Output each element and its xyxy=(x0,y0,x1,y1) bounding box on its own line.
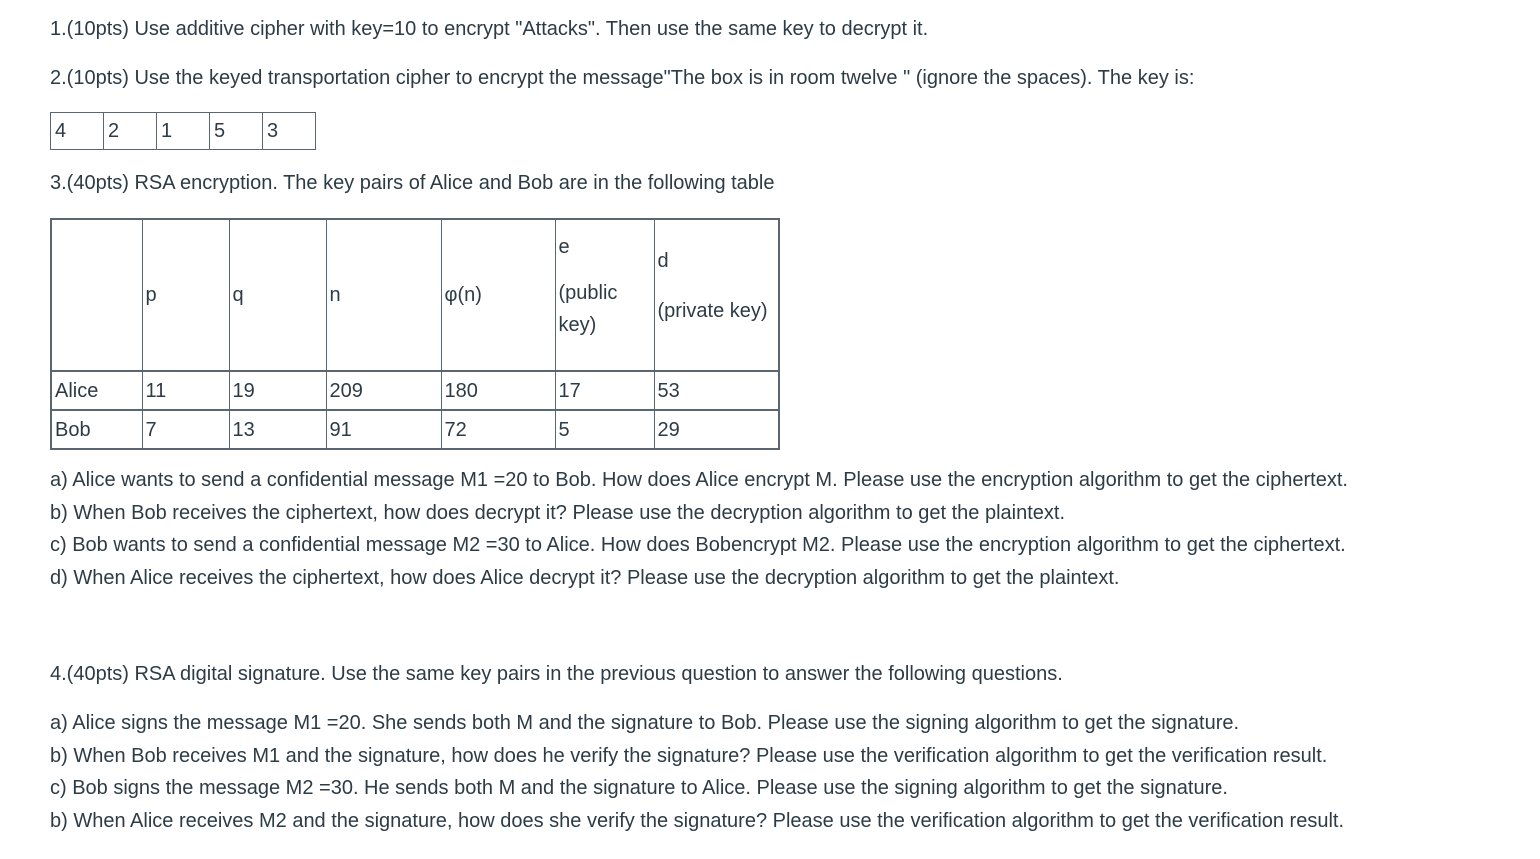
cell-n: 91 xyxy=(326,410,441,449)
header-phi: φ(n) xyxy=(441,219,555,371)
cell-name: Alice xyxy=(51,371,142,410)
key-cell: 5 xyxy=(210,113,263,150)
cell-n: 209 xyxy=(326,371,441,410)
header-d-symbol: d xyxy=(657,250,669,272)
transposition-key-table xyxy=(50,112,316,150)
header-p: p xyxy=(142,219,229,371)
question-4-parts xyxy=(50,707,1344,837)
question-3: 3.(40pts) RSA encryption. The key pairs of Alice and Bob are in the following table xyxy=(50,172,775,194)
header-d xyxy=(654,219,779,371)
header-e-symbol: e xyxy=(558,236,570,258)
list-item: a) Alice wants to send a confidential message M1 =20 to Bob. How does Alice encrypt M. Please use the encryption algorithm to get the ciphertext. xyxy=(50,469,1348,491)
key-cell: 3 xyxy=(263,113,316,150)
header-name xyxy=(51,219,142,371)
list-item: b) When Bob receives the ciphertext, how does decrypt it? Please use the decryption algorithm to get the plaintext. xyxy=(50,501,1066,524)
cell-d: 53 xyxy=(654,371,779,410)
header-n: n xyxy=(326,219,441,371)
rsa-key-table xyxy=(50,218,780,450)
cell-name: Bob xyxy=(51,410,142,449)
rsa-row-alice xyxy=(51,371,779,410)
list-item: c) Bob signs the message M2 =30. He sends both M and the signature to Alice. Please use the signing algorithm to get the signature. xyxy=(50,777,1228,799)
header-q: q xyxy=(229,219,326,371)
question-4: 4.(40pts) RSA digital signature. Use the same key pairs in the previous question to answer the following questions. xyxy=(50,663,1063,685)
list-item: b) When Bob receives M1 and the signature, how does he verify the signature? Please use the verification algorithm to get the verification result. xyxy=(50,744,1328,767)
cell-q: 13 xyxy=(229,410,326,449)
key-cell: 4 xyxy=(55,120,67,142)
header-e-desc: (public key) xyxy=(558,282,618,336)
rsa-header-row xyxy=(51,219,779,371)
cell-q: 19 xyxy=(229,371,326,410)
list-item: d) When Alice receives the ciphertext, how does Alice decrypt it? Please use the decryption algorithm to get the plaintext. xyxy=(50,566,1120,589)
rsa-row-bob xyxy=(51,410,779,449)
question-2: 2.(10pts) Use the keyed transportation cipher to encrypt the message"The box is in room twelve " (ignore the spaces). The key is: xyxy=(50,67,1195,89)
list-item: c) Bob wants to send a confidential message M2 =30 to Alice. How does Bobencrypt M2. Please use the encryption algorithm to get the ciphertext. xyxy=(50,534,1346,556)
question-1: 1.(10pts) Use additive cipher with key=10 to encrypt "Attacks". Then use the same key to decrypt it. xyxy=(50,18,929,40)
cell-d: 29 xyxy=(654,410,779,449)
question-3-parts xyxy=(50,464,1348,594)
key-cell: 1 xyxy=(157,113,210,150)
header-e xyxy=(555,219,654,371)
list-item: b) When Alice receives M2 and the signature, how does she verify the signature? Please use the verification algorithm to get the verification result. xyxy=(50,809,1345,832)
cell-e: 17 xyxy=(555,371,654,410)
cell-phi: 180 xyxy=(441,371,555,410)
list-item: a) Alice signs the message M1 =20. She sends both M and the signature to Bob. Please use the signing algorithm to get the signature. xyxy=(50,712,1240,734)
key-row xyxy=(51,113,316,150)
cell-phi: 72 xyxy=(441,410,555,449)
cell-e: 5 xyxy=(555,410,654,449)
cell-p: 11 xyxy=(142,371,229,410)
key-cell: 2 xyxy=(104,113,157,150)
cell-p: 7 xyxy=(142,410,229,449)
header-d-desc: (private key) xyxy=(657,300,768,322)
